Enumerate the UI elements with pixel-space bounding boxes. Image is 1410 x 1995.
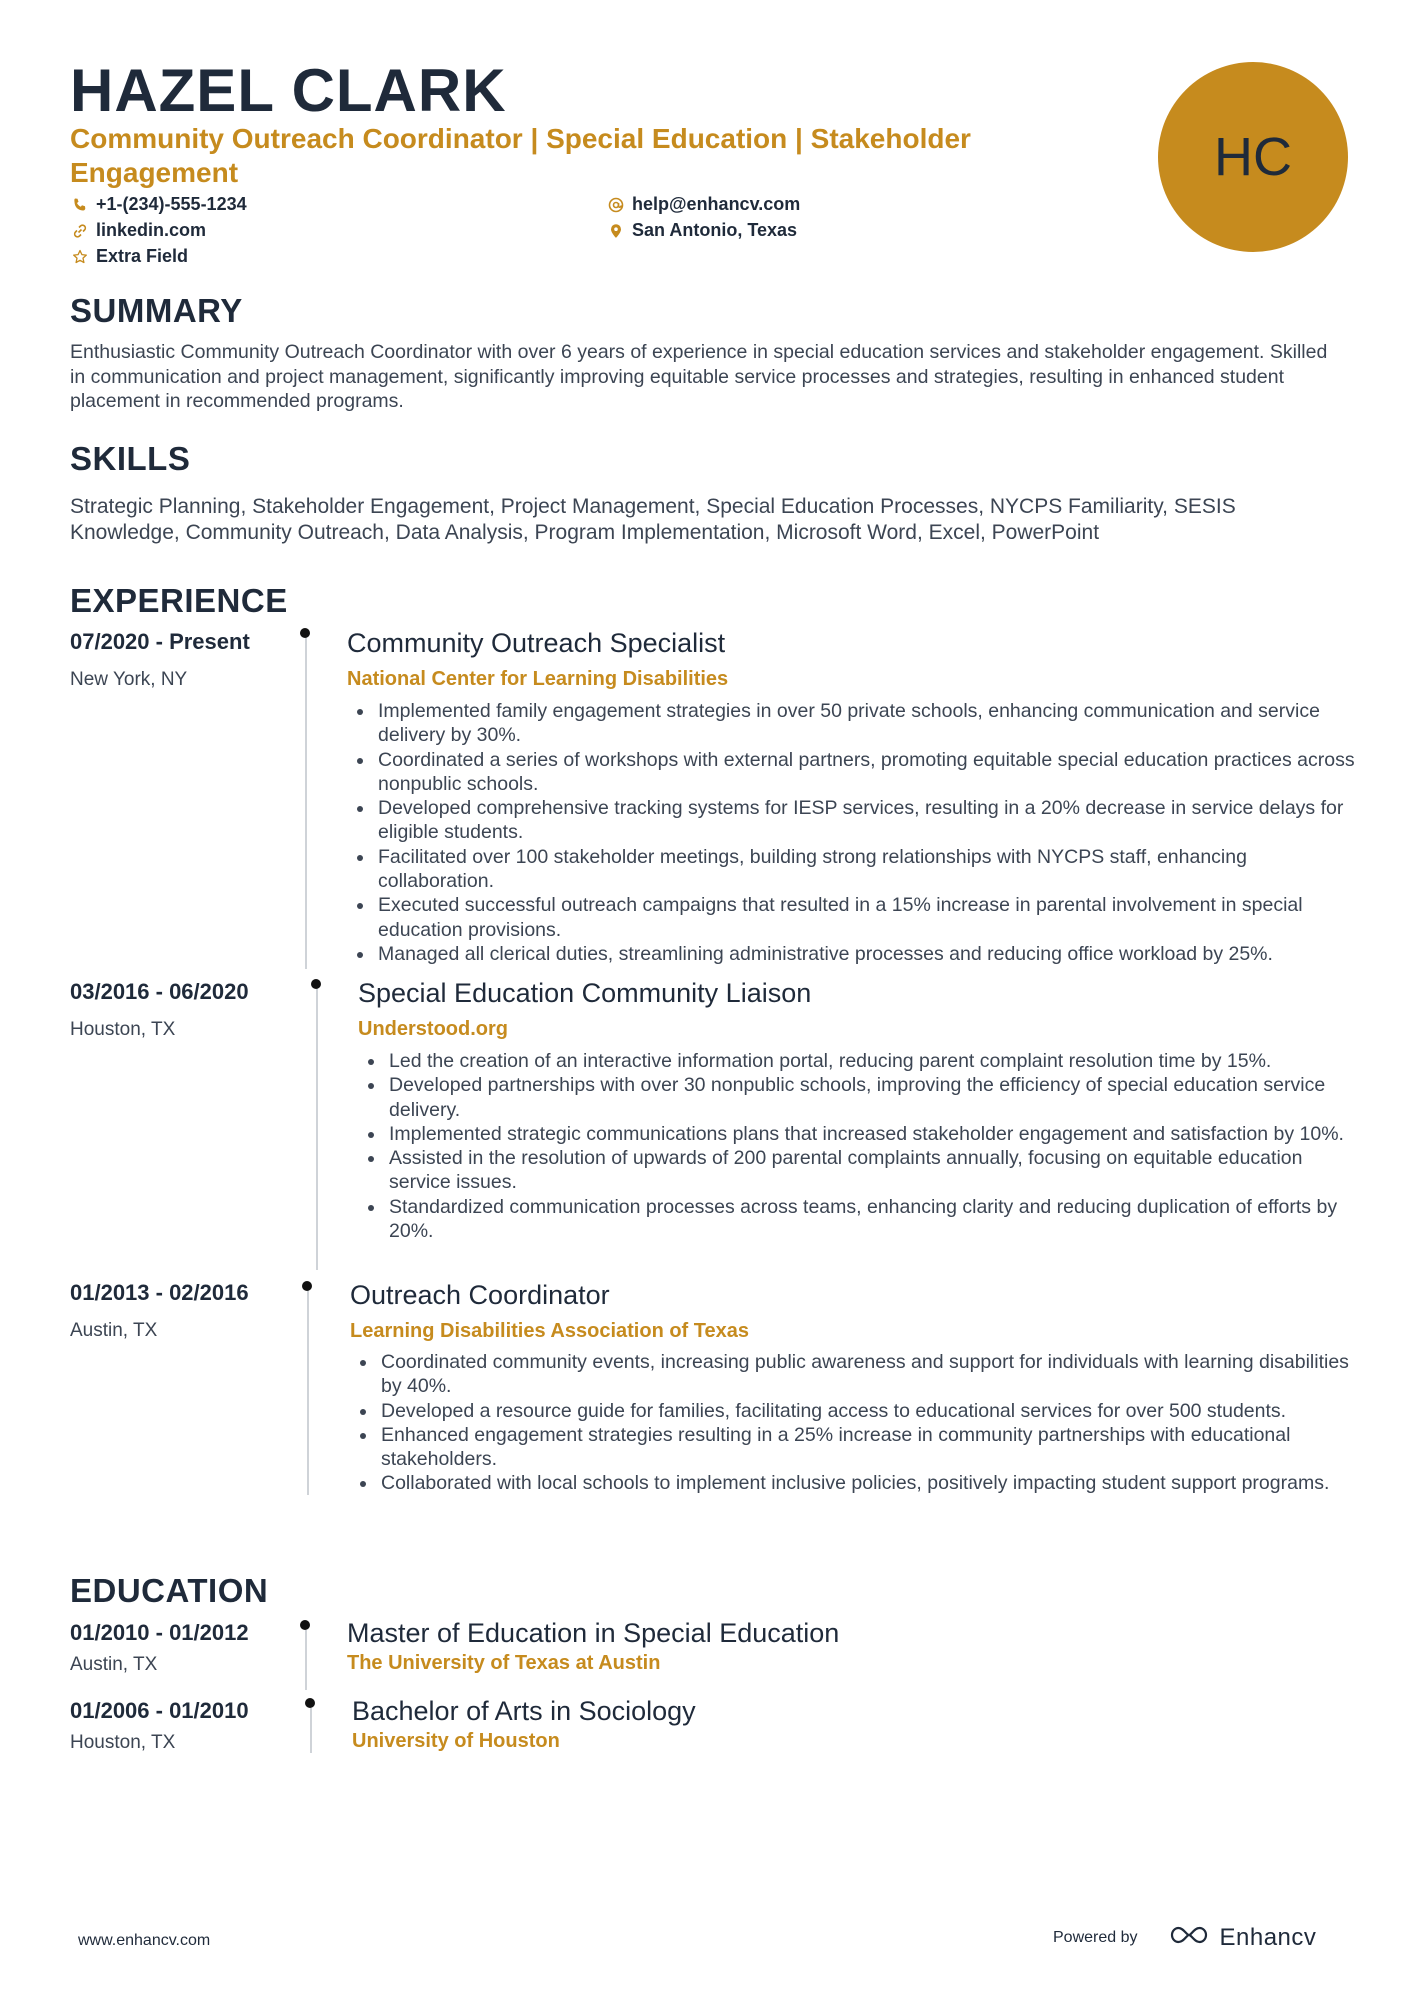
footer-branding	[1053, 1923, 1316, 1952]
experience-1-location: New York, NY	[70, 669, 188, 690]
bullet-item: • Developed partnerships with over 30 nonpublic schools, improving the efficiency of special education service delivery.	[386, 1073, 1366, 1122]
timeline-dot	[302, 1281, 312, 1291]
enhancv-brand-name: Enhancv	[1219, 1923, 1317, 1951]
bullet-item: • Collaborated with local schools to implement inclusive policies, positively impacting student support programs.	[378, 1471, 1358, 1495]
timeline-line	[316, 988, 318, 1270]
experience-1-dates: 07/2020 - Present	[70, 629, 250, 654]
experience-3-dates: 01/2013 - 02/2016	[70, 1280, 249, 1305]
timeline-dot	[311, 979, 321, 989]
timeline-dot	[300, 628, 310, 638]
timeline-dot	[305, 1698, 315, 1708]
bullet-item: • Assisted in the resolution of upwards of 200 parental complaints annually, focusing on equitable education service issues.	[386, 1146, 1366, 1195]
experience-1-bullets	[353, 699, 1355, 966]
bullet-item: • Led the creation of an interactive information portal, reducing parent complaint resolution time by 15%.	[386, 1049, 1366, 1073]
footer-website-link[interactable]: www.enhancv.com	[78, 1932, 211, 1949]
contact-extra-text: Extra Field	[96, 246, 189, 266]
contact-extra	[70, 246, 188, 267]
experience-1-role: Community Outreach Specialist	[347, 628, 726, 658]
avatar-initials: HC	[1214, 127, 1292, 187]
education-2-school: University of Houston	[352, 1730, 560, 1752]
candidate-name: HAZEL CLARK	[70, 57, 507, 124]
powered-by-label: Powered by	[1053, 1928, 1138, 1946]
bullet-item: • Implemented strategic communications plans that increased stakeholder engagement and satisfaction by 10%.	[386, 1122, 1366, 1146]
contact-linkedin[interactable]	[70, 220, 206, 241]
timeline-line	[310, 1708, 312, 1753]
education-title: EDUCATION	[70, 1572, 269, 1609]
timeline-dot	[300, 1620, 310, 1630]
contact-phone[interactable]	[70, 194, 247, 215]
link-icon	[70, 221, 90, 241]
summary-title: SUMMARY	[70, 292, 243, 329]
education-1-degree: Master of Education in Special Education	[347, 1618, 840, 1648]
experience-2-location: Houston, TX	[70, 1019, 176, 1040]
contact-linkedin-text: linkedin.com	[96, 220, 207, 240]
experience-2-bullets	[364, 1049, 1366, 1243]
at-icon	[606, 195, 626, 215]
timeline-line	[307, 1290, 309, 1495]
experience-2-role: Special Education Community Liaison	[358, 978, 812, 1008]
enhancv-logo-icon	[1166, 1923, 1212, 1952]
experience-title: EXPERIENCE	[70, 582, 288, 619]
education-2-dates: 01/2006 - 01/2010	[70, 1698, 249, 1723]
education-1-dates: 01/2010 - 01/2012	[70, 1620, 249, 1645]
bullet-item: • Executed successful outreach campaigns that resulted in a 15% increase in parental involvement in special education provisions.	[375, 893, 1355, 942]
bullet-item: • Implemented family engagement strategies in over 50 private schools, enhancing communication and service delivery by 30%.	[375, 699, 1355, 748]
contact-phone-text: +1-(234)-555-1234	[96, 194, 247, 214]
summary-text: Enthusiastic Community Outreach Coordinator with over 6 years of experience in special education services and stakeholder engagement. Skilled in communication and project management, significantly improving equitable service processes and strategies, resulting in enhanced student placement in recommended programs.	[70, 341, 1328, 412]
headline: Community Outreach Coordinator | Special Education | Stakeholder Engagement	[70, 123, 971, 188]
contact-location-text: San Antonio, Texas	[632, 220, 798, 240]
bullet-item: • Coordinated community events, increasing public awareness and support for individuals with learning disabilities by 40%.	[378, 1350, 1358, 1399]
experience-2-org: Understood.org	[358, 1018, 508, 1040]
education-1-location: Austin, TX	[70, 1654, 158, 1675]
experience-1-org: National Center for Learning Disabilities	[347, 668, 729, 690]
bullet-item: • Developed a resource guide for families, facilitating access to educational services for over 500 students.	[378, 1399, 1358, 1423]
bullet-item: • Standardized communication processes across teams, enhancing clarity and reducing duplication of efforts by 20%.	[386, 1195, 1366, 1244]
experience-3-role: Outreach Coordinator	[350, 1280, 610, 1310]
contact-email-text: help@enhancv.com	[632, 194, 801, 214]
phone-icon	[70, 195, 90, 215]
education-2-location: Houston, TX	[70, 1732, 176, 1753]
timeline-line	[305, 637, 307, 969]
skills-text: Strategic Planning, Stakeholder Engagement, Project Management, Special Education Processes, NYCPS Familiarity, SESIS Knowledge, Community Outreach, Data Analysis, Program Implementation, Microsoft Word, Excel, PowerPoint	[70, 495, 1236, 544]
avatar	[1158, 62, 1348, 252]
experience-3-org: Learning Disabilities Association of Texas	[350, 1320, 749, 1342]
star-icon	[70, 247, 90, 267]
experience-3-location: Austin, TX	[70, 1320, 158, 1341]
education-2-degree: Bachelor of Arts in Sociology	[352, 1696, 696, 1726]
timeline-line	[305, 1630, 307, 1690]
experience-2-dates: 03/2016 - 06/2020	[70, 979, 249, 1004]
bullet-item: • Developed comprehensive tracking systems for IESP services, resulting in a 20% decrease in service delays for eligible students.	[375, 796, 1355, 845]
education-1-school: The University of Texas at Austin	[347, 1652, 661, 1674]
bullet-item: • Managed all clerical duties, streamlining administrative processes and reducing office workload by 25%.	[375, 942, 1355, 966]
contact-location	[606, 220, 797, 241]
bullet-item: • Enhanced engagement strategies resulting in a 25% increase in community partnerships with educational stakeholders.	[378, 1423, 1358, 1472]
contact-email[interactable]	[606, 194, 800, 215]
location-pin-icon	[606, 221, 626, 241]
skills-title: SKILLS	[70, 440, 191, 477]
bullet-item: • Coordinated a series of workshops with external partners, promoting equitable special education practices across nonpublic schools.	[375, 748, 1355, 797]
experience-3-bullets	[356, 1350, 1358, 1496]
bullet-item: • Facilitated over 100 stakeholder meetings, building strong relationships with NYCPS staff, enhancing collaboration.	[375, 845, 1355, 894]
